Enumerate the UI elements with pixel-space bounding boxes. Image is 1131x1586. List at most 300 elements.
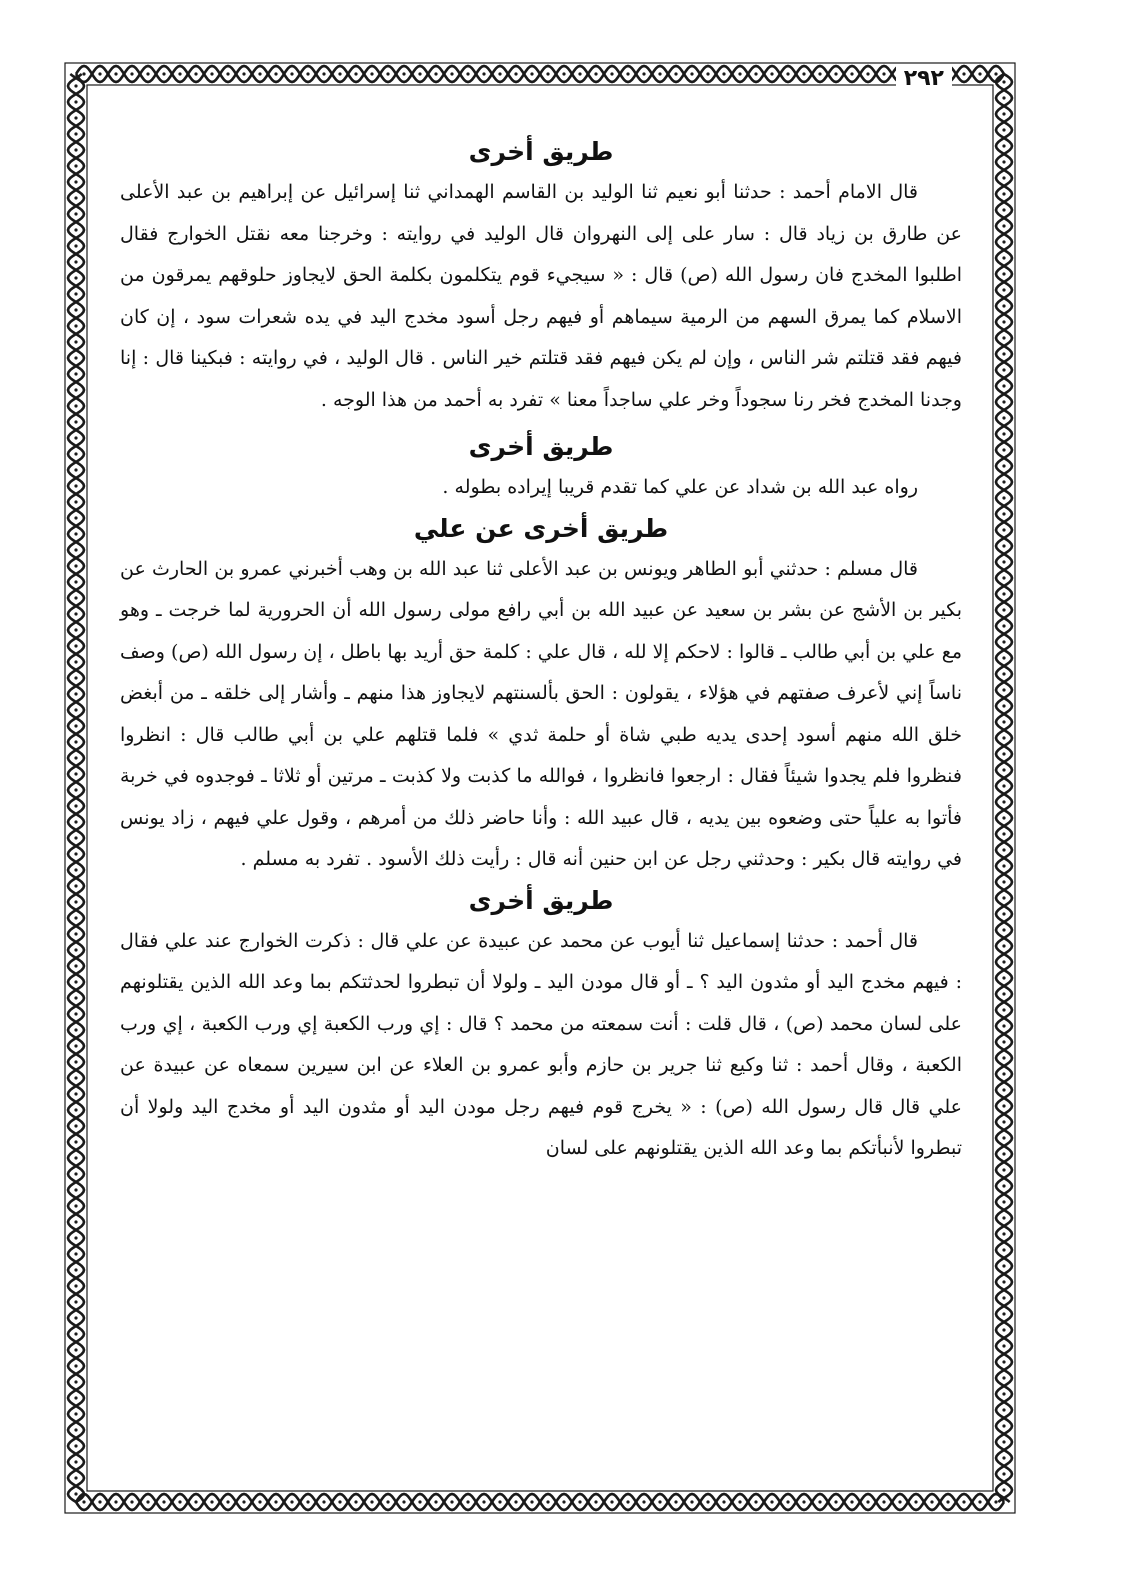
border-dot <box>498 1500 501 1503</box>
border-dot <box>82 72 85 75</box>
border-dot <box>1002 608 1005 611</box>
border-dot <box>1002 96 1005 99</box>
border-dot <box>74 132 77 135</box>
border-dot <box>1002 1040 1005 1043</box>
border-dot <box>946 1500 949 1503</box>
border-dot <box>1002 464 1005 467</box>
border-dot <box>1002 848 1005 851</box>
border-dot <box>1002 1264 1005 1267</box>
border-dot <box>74 948 77 951</box>
border-dot <box>74 372 77 375</box>
border-dot <box>1002 656 1005 659</box>
border-dot <box>786 1500 789 1503</box>
border-dot <box>386 1500 389 1503</box>
border-dot <box>434 72 437 75</box>
border-dot <box>1002 1024 1005 1027</box>
border-dot <box>1002 1408 1005 1411</box>
border-dot <box>226 1500 229 1503</box>
border-dot <box>466 1500 469 1503</box>
border-strand <box>68 74 84 1502</box>
border-dot <box>74 644 77 647</box>
border-dot <box>74 596 77 599</box>
section-heading: طريق أخرى <box>468 432 614 461</box>
border-dot <box>74 1380 77 1383</box>
border-dot <box>1002 864 1005 867</box>
border-dot <box>818 72 821 75</box>
border-dot <box>1002 976 1005 979</box>
border-dot <box>74 804 77 807</box>
border-dot <box>1002 1488 1005 1491</box>
border-dot <box>74 1316 77 1319</box>
border-dot <box>74 964 77 967</box>
page-number: ٢٩٢ <box>896 64 952 94</box>
border-dot <box>674 1500 677 1503</box>
border-dot <box>74 916 77 919</box>
border-dot <box>1002 368 1005 371</box>
border-dot <box>74 772 77 775</box>
border-dot <box>370 1500 373 1503</box>
border-dot <box>1002 176 1005 179</box>
border-dot <box>338 72 341 75</box>
border-dot <box>98 1500 101 1503</box>
border-dot <box>74 1284 77 1287</box>
border-dot <box>610 72 613 75</box>
border-dot <box>74 532 77 535</box>
border-dot <box>290 72 293 75</box>
border-dot <box>1002 224 1005 227</box>
border-dot <box>1002 960 1005 963</box>
border-dot <box>338 1500 341 1503</box>
border-dot <box>1002 624 1005 627</box>
border-dot <box>74 756 77 759</box>
border-dot <box>1002 992 1005 995</box>
border-dot <box>1002 128 1005 131</box>
border-dot <box>1002 1440 1005 1443</box>
border-dot <box>74 1012 77 1015</box>
border-dot <box>690 1500 693 1503</box>
border-dot <box>1002 928 1005 931</box>
border-dot <box>594 72 597 75</box>
border-dot <box>74 164 77 167</box>
border-dot <box>1002 1136 1005 1139</box>
border-dot <box>1002 1120 1005 1123</box>
border-dot <box>74 932 77 935</box>
border-dot <box>74 340 77 343</box>
border-dot <box>74 1412 77 1415</box>
border-dot <box>770 72 773 75</box>
border-strand <box>996 74 1012 1502</box>
border-dot <box>642 1500 645 1503</box>
border-dot <box>114 1500 117 1503</box>
border-dot <box>450 72 453 75</box>
border-dot <box>1002 800 1005 803</box>
border-dot <box>1002 1056 1005 1059</box>
border-dot <box>738 1500 741 1503</box>
border-dot <box>674 72 677 75</box>
border-dot <box>962 1500 965 1503</box>
border-dot <box>74 244 77 247</box>
border-dot <box>74 212 77 215</box>
border-dot <box>1002 1472 1005 1475</box>
border-dot <box>1002 304 1005 307</box>
border-dot <box>74 884 77 887</box>
border-dot <box>74 692 77 695</box>
border-dot <box>74 452 77 455</box>
border-dot <box>1002 1184 1005 1187</box>
border-dot <box>866 72 869 75</box>
border-dot <box>978 1500 981 1503</box>
border-dot <box>690 72 693 75</box>
border-dot <box>754 72 757 75</box>
border-dot <box>194 72 197 75</box>
border-dot <box>770 1500 773 1503</box>
border-dot <box>74 1460 77 1463</box>
border-dot <box>74 852 77 855</box>
border-dot <box>74 676 77 679</box>
border-dot <box>74 1204 77 1207</box>
border-dot <box>74 1156 77 1159</box>
border-dot <box>1002 432 1005 435</box>
border-dot <box>498 72 501 75</box>
border-dot <box>978 72 981 75</box>
border-dot <box>1002 112 1005 115</box>
border-dot <box>1002 688 1005 691</box>
border-dot <box>1002 784 1005 787</box>
border-dot <box>74 276 77 279</box>
border-dot <box>114 72 117 75</box>
border-dot <box>74 1108 77 1111</box>
border-dot <box>994 1500 997 1503</box>
border-strand <box>996 74 1012 1502</box>
border-dot <box>802 1500 805 1503</box>
border-dot <box>74 612 77 615</box>
border-dot <box>898 1500 901 1503</box>
border-dot <box>74 100 77 103</box>
border-dot <box>482 72 485 75</box>
border-dot <box>530 72 533 75</box>
border-dot <box>1002 912 1005 915</box>
border-dot <box>178 72 181 75</box>
paragraph: رواه عبد الله بن شداد عن علي كما تقدم قريبا إيراده بطوله . <box>442 476 918 498</box>
border-dot <box>74 1252 77 1255</box>
border-dot <box>74 740 77 743</box>
border-dot <box>74 404 77 407</box>
paragraph: قال مسلم : حدثني أبو الطاهر ويونس بن عبد الأعلى ثنا عبد الله بن وهب أخبرني عمرو بن الحارث عن بكير بن الأشج عن بشر بن سعيد عن عبيد الله بن أبي رافع مولى رسول الله أن الحرورية لما خرجت ـ وهو مع علي بن أبي طالب ـ قالوا : لاحكم إلا لله ، قال علي : كلمة حق أريد بها باطل ، إن رسول الله (ص) وصف ناساً إني لأعرف صفتهم في هؤلاء ، يقولون : الحق بألسنتهم لايجاوز هذا منهم ـ وأشار إلى خلقه ـ من أبغض خلق الله منهم أسود إحدى يديه طبي شاة أو حلمة ثدي » فلما قتلهم علي بن أبي طالب قال : انظروا فنظروا فلم يجدوا شيئاً فقال : ارجعوا فانظروا ، فوالله ما كذبت ولا كذبت ـ مرتين أو ثلاثا ـ فوجدوه في خربة فأتوا به علياً حتى وضعوه بين يديه ، قال عبيد الله : وأنا حاضر ذلك من أمرهم ، وقول علي فيهم ، زاد يونس في روايته قال بكير : وحدثني رجل عن ابن حنين أنه قال : رأيت ذلك الأسود . تفرد به مسلم . <box>120 557 962 870</box>
border-dot <box>74 1348 77 1351</box>
border-dot <box>74 580 77 583</box>
border-dot <box>1002 560 1005 563</box>
border-dot <box>1002 528 1005 531</box>
border-dot <box>74 548 77 551</box>
border-dot <box>74 1140 77 1143</box>
border-dot <box>74 836 77 839</box>
border-dot <box>1002 1072 1005 1075</box>
border-dot <box>450 1500 453 1503</box>
border-dot <box>562 1500 565 1503</box>
border-dot <box>74 868 77 871</box>
border-dot <box>74 980 77 983</box>
border-dot <box>1002 320 1005 323</box>
border-dot <box>74 660 77 663</box>
border-dot <box>74 420 77 423</box>
border-dot <box>1002 448 1005 451</box>
border-dot <box>74 148 77 151</box>
border-dot <box>74 1172 77 1175</box>
border-dot <box>1002 1088 1005 1091</box>
border-dot <box>74 1428 77 1431</box>
border-dot <box>722 1500 725 1503</box>
border-dot <box>466 72 469 75</box>
border-dot <box>1002 896 1005 899</box>
border-dot <box>74 1492 77 1495</box>
border-dot <box>1002 240 1005 243</box>
border-dot <box>1002 288 1005 291</box>
border-dot <box>1002 1344 1005 1347</box>
border-dot <box>74 180 77 183</box>
paragraph: قال أحمد : حدثنا إسماعيل ثنا أيوب عن محمد عن عبيدة عن علي قال : ذكرت الخوارج عند علي فقال : فيهم مخدج اليد أو مثدون اليد ؟ ـ أو قال مودن اليد ـ ولولا أن تبطروا لحدثتكم بما وعد الله الذين يقتلونهم على لسان محمد (ص) ، قال قلت : أنت سمعته من محمد ؟ قال : إي ورب الكعبة إي ورب الكعبة ، إي ورب الكعبة ، وقال أحمد : ثنا وكيع ثنا جرير بن حازم وأبو عمرو بن العلاء عن ابن سيرين سمعاه عن عبيدة عن علي قال قال رسول الله (ص) : « يخرج قوم فيهم رجل مودن اليد أو مثدون اليد أو مخدج اليد ولولا أن تبطروا لأنبأتكم بما وعد الله الذين يقتلونهم على لسان <box>120 929 962 1159</box>
border-dot <box>74 500 77 503</box>
border-dot <box>1002 160 1005 163</box>
border-dot <box>74 324 77 327</box>
border-dot <box>1002 1152 1005 1155</box>
border-dot <box>834 72 837 75</box>
border-dot <box>1002 512 1005 515</box>
border-dot <box>482 1500 485 1503</box>
border-dot <box>274 1500 277 1503</box>
border-dot <box>546 1500 549 1503</box>
border-dot <box>1002 80 1005 83</box>
border-dot <box>74 788 77 791</box>
border-dot <box>1002 1200 1005 1203</box>
border-dot <box>74 1396 77 1399</box>
border-dot <box>418 72 421 75</box>
border-dot <box>722 72 725 75</box>
border-dot <box>1002 576 1005 579</box>
border-dot <box>1002 1216 1005 1219</box>
border-dot <box>658 72 661 75</box>
border-dot <box>74 388 77 391</box>
border-dot <box>74 292 77 295</box>
border-dot <box>818 1500 821 1503</box>
border-dot <box>258 1500 261 1503</box>
border-dot <box>210 1500 213 1503</box>
border-dot <box>418 1500 421 1503</box>
border-dot <box>146 72 149 75</box>
border-dot <box>74 1076 77 1079</box>
border-dot <box>1002 400 1005 403</box>
border-dot <box>1002 272 1005 275</box>
border-dot <box>1002 832 1005 835</box>
border-dot <box>1002 1360 1005 1363</box>
border-dot <box>322 72 325 75</box>
border-dot <box>514 1500 517 1503</box>
border-dot <box>434 1500 437 1503</box>
border-dot <box>82 1500 85 1503</box>
border-dot <box>882 72 885 75</box>
border-dot <box>74 628 77 631</box>
border-dot <box>994 72 997 75</box>
border-dot <box>1002 640 1005 643</box>
border-dot <box>930 1500 933 1503</box>
border-dot <box>210 72 213 75</box>
border-dot <box>1002 1456 1005 1459</box>
border-dot <box>1002 144 1005 147</box>
border-dot <box>754 1500 757 1503</box>
border-strand <box>68 74 84 1502</box>
border-dot <box>290 1500 293 1503</box>
border-dot <box>74 1124 77 1127</box>
border-dot <box>834 1500 837 1503</box>
page-body <box>120 132 962 1170</box>
border-dot <box>514 72 517 75</box>
border-dot <box>1002 816 1005 819</box>
border-dot <box>1002 496 1005 499</box>
border-dot <box>162 1500 165 1503</box>
border-dot <box>354 72 357 75</box>
border-dot <box>562 72 565 75</box>
border-dot <box>74 116 77 119</box>
border-dot <box>74 84 77 87</box>
border-dot <box>74 1268 77 1271</box>
border-dot <box>74 356 77 359</box>
border-dot <box>258 72 261 75</box>
border-dot <box>802 72 805 75</box>
border-dot <box>658 1500 661 1503</box>
border-dot <box>74 1332 77 1335</box>
border-dot <box>1002 384 1005 387</box>
border-dot <box>1002 880 1005 883</box>
border-dot <box>74 1220 77 1223</box>
border-dot <box>1002 256 1005 259</box>
border-dot <box>74 1476 77 1479</box>
border-dot <box>178 1500 181 1503</box>
border-dot <box>610 1500 613 1503</box>
border-dot <box>354 1500 357 1503</box>
border-dot <box>130 72 133 75</box>
border-dot <box>74 900 77 903</box>
border-dot <box>626 72 629 75</box>
border-dot <box>578 72 581 75</box>
border-dot <box>370 72 373 75</box>
border-dot <box>1002 944 1005 947</box>
border-dot <box>306 72 309 75</box>
border-dot <box>1002 416 1005 419</box>
border-dot <box>1002 1280 1005 1283</box>
border-dot <box>1002 1168 1005 1171</box>
border-dot <box>402 1500 405 1503</box>
border-dot <box>226 72 229 75</box>
border-dot <box>74 820 77 823</box>
border-dot <box>1002 1376 1005 1379</box>
border-dot <box>74 708 77 711</box>
border-dot <box>162 72 165 75</box>
border-dot <box>1002 1312 1005 1315</box>
border-dot <box>306 1500 309 1503</box>
border-dot <box>130 1500 133 1503</box>
border-dot <box>74 308 77 311</box>
border-dot <box>242 1500 245 1503</box>
border-dot <box>850 72 853 75</box>
border-dot <box>1002 352 1005 355</box>
border-dot <box>706 1500 709 1503</box>
border-dot <box>74 996 77 999</box>
border-dot <box>74 196 77 199</box>
border-dot <box>1002 480 1005 483</box>
border-dot <box>1002 1104 1005 1107</box>
border-dot <box>74 228 77 231</box>
border-dot <box>74 1444 77 1447</box>
border-dot <box>530 1500 533 1503</box>
border-dot <box>74 1364 77 1367</box>
border-dot <box>1002 192 1005 195</box>
border-dot <box>962 72 965 75</box>
border-dot <box>74 260 77 263</box>
border-dot <box>146 1500 149 1503</box>
border-dot <box>626 1500 629 1503</box>
border-dot <box>74 1044 77 1047</box>
border-dot <box>1002 1296 1005 1299</box>
border-dot <box>1002 672 1005 675</box>
section-heading: طريق أخرى <box>468 137 614 166</box>
border-dot <box>194 1500 197 1503</box>
border-dot <box>74 1236 77 1239</box>
border-dot <box>866 1500 869 1503</box>
border-dot <box>1002 704 1005 707</box>
section-heading: طريق أخرى عن علي <box>413 513 669 543</box>
border-dot <box>74 436 77 439</box>
border-dot <box>74 516 77 519</box>
border-dot <box>74 1092 77 1095</box>
border-dot <box>914 1500 917 1503</box>
border-dot <box>74 468 77 471</box>
border-dot <box>1002 336 1005 339</box>
border-dot <box>850 1500 853 1503</box>
border-dot <box>74 564 77 567</box>
border-dot <box>1002 1008 1005 1011</box>
border-dot <box>1002 1392 1005 1395</box>
border-dot <box>1002 768 1005 771</box>
border-dot <box>1002 208 1005 211</box>
border-dot <box>1002 1232 1005 1235</box>
border-dot <box>546 72 549 75</box>
border-dot <box>74 724 77 727</box>
border-dot <box>786 72 789 75</box>
paragraph: قال الامام أحمد : حدثنا أبو نعيم ثنا الوليد بن القاسم الهمداني ثنا إسرائيل عن إبراهيم بن عبد الأعلى عن طارق بن زياد قال : سار على إلى النهروان قال الوليد في روايته : وخرجنا معه نقتل الخوارج فقال اطلبوا المخدج فان رسول الله (ص) قال : « سيجيء قوم يتكلمون بكلمة الحق لايجاوز حلوقهم يمرقون من الاسلام كما يمرق السهم من الرمية سيماهم أو فيهم رجل أسود مخدج اليد في يده شعرات سود ، إن كان فيهم فقد قتلتم شر الناس ، وإن لم يكن فيهم فقد قتلتم خير الناس . قال الوليد ، في روايته : فبكينا قال : إنا وجدنا المخدج فخر رنا سجوداً وخر علي ساجداً معنا » تفرد به أحمد من هذا الوجه . <box>120 181 962 411</box>
border-dot <box>578 1500 581 1503</box>
border-dot <box>1002 544 1005 547</box>
border-dot <box>738 72 741 75</box>
border-dot <box>706 72 709 75</box>
page-frame <box>62 60 1018 1516</box>
border-dot <box>882 1500 885 1503</box>
border-dot <box>1002 736 1005 739</box>
border-dot <box>1002 752 1005 755</box>
border-dot <box>1002 592 1005 595</box>
border-dot <box>386 72 389 75</box>
border-dot <box>74 1060 77 1063</box>
border-dot <box>402 72 405 75</box>
border-dot <box>322 1500 325 1503</box>
border-dot <box>1002 1424 1005 1427</box>
border-dot <box>74 1300 77 1303</box>
border-dot <box>74 1028 77 1031</box>
border-dot <box>1002 1248 1005 1251</box>
border-dot <box>74 484 77 487</box>
border-dot <box>242 72 245 75</box>
border-dot <box>1002 1328 1005 1331</box>
border-dot <box>594 1500 597 1503</box>
border-dot <box>98 72 101 75</box>
